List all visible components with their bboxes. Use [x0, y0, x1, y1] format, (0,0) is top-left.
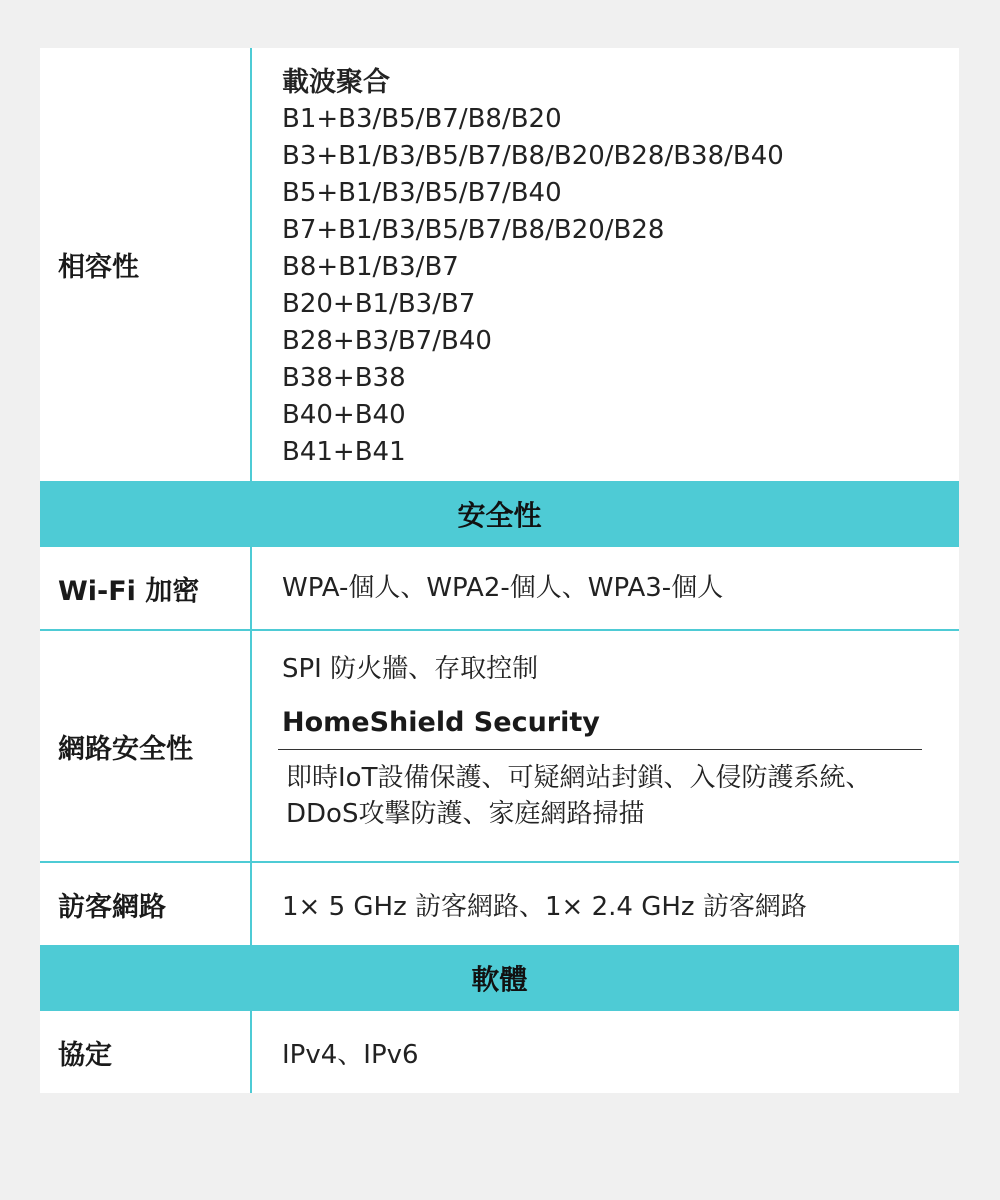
homeshield-description: [282, 760, 929, 832]
band-combination: B38+B38: [282, 363, 406, 393]
row-label-guest-network: 訪客網路: [40, 863, 252, 945]
spec-row-wifi-encryption: [40, 547, 959, 631]
homeshield-desc-line: DDoS攻擊防護、家庭網路掃描: [286, 799, 645, 829]
row-value-compatibility: [252, 48, 959, 481]
spec-row-protocol: [40, 1011, 959, 1093]
spec-table: [40, 48, 959, 1093]
row-value-network-security: [252, 631, 959, 861]
spec-row-compatibility: [40, 48, 959, 483]
band-combination: B41+B41: [282, 437, 406, 467]
section-header-security: 安全性: [40, 483, 959, 547]
row-value-wifi-encryption: WPA-個人、WPA2-個人、WPA3-個人: [282, 572, 724, 603]
section-header-software: 軟體: [40, 947, 959, 1011]
row-label-wifi-encryption: Wi-Fi 加密: [40, 547, 252, 629]
band-combination: B28+B3/B7/B40: [282, 326, 492, 356]
spec-row-guest-network: [40, 863, 959, 947]
row-label-protocol: 協定: [40, 1011, 252, 1093]
row-value-protocol: IPv4、IPv6: [282, 1039, 419, 1070]
band-combination: B40+B40: [282, 400, 406, 430]
firewall-text: SPI 防火牆、存取控制: [282, 654, 539, 684]
homeshield-desc-line: 即時IoT設備保護、可疑網站封鎖、入侵防護系統、: [286, 763, 872, 793]
row-label-network-security: 網路安全性: [40, 631, 252, 861]
band-combination: B3+B1/B3/B5/B7/B8/B20/B28/B38/B40: [282, 141, 784, 171]
divider: [278, 749, 922, 750]
band-combination: B20+B1/B3/B7: [282, 289, 476, 319]
band-combination: B5+B1/B3/B5/B7/B40: [282, 178, 562, 208]
band-combination: B7+B1/B3/B5/B7/B8/B20/B28: [282, 215, 665, 245]
homeshield-title: HomeShield Security: [282, 707, 600, 738]
row-label-compatibility: 相容性: [40, 48, 252, 481]
carrier-aggregation-title: 載波聚合: [282, 67, 390, 98]
row-value-guest-network: 1× 5 GHz 訪客網路、1× 2.4 GHz 訪客網路: [282, 891, 807, 922]
band-combination: B1+B3/B5/B7/B8/B20: [282, 104, 562, 134]
band-combination: B8+B1/B3/B7: [282, 252, 459, 282]
spec-row-network-security: [40, 631, 959, 863]
